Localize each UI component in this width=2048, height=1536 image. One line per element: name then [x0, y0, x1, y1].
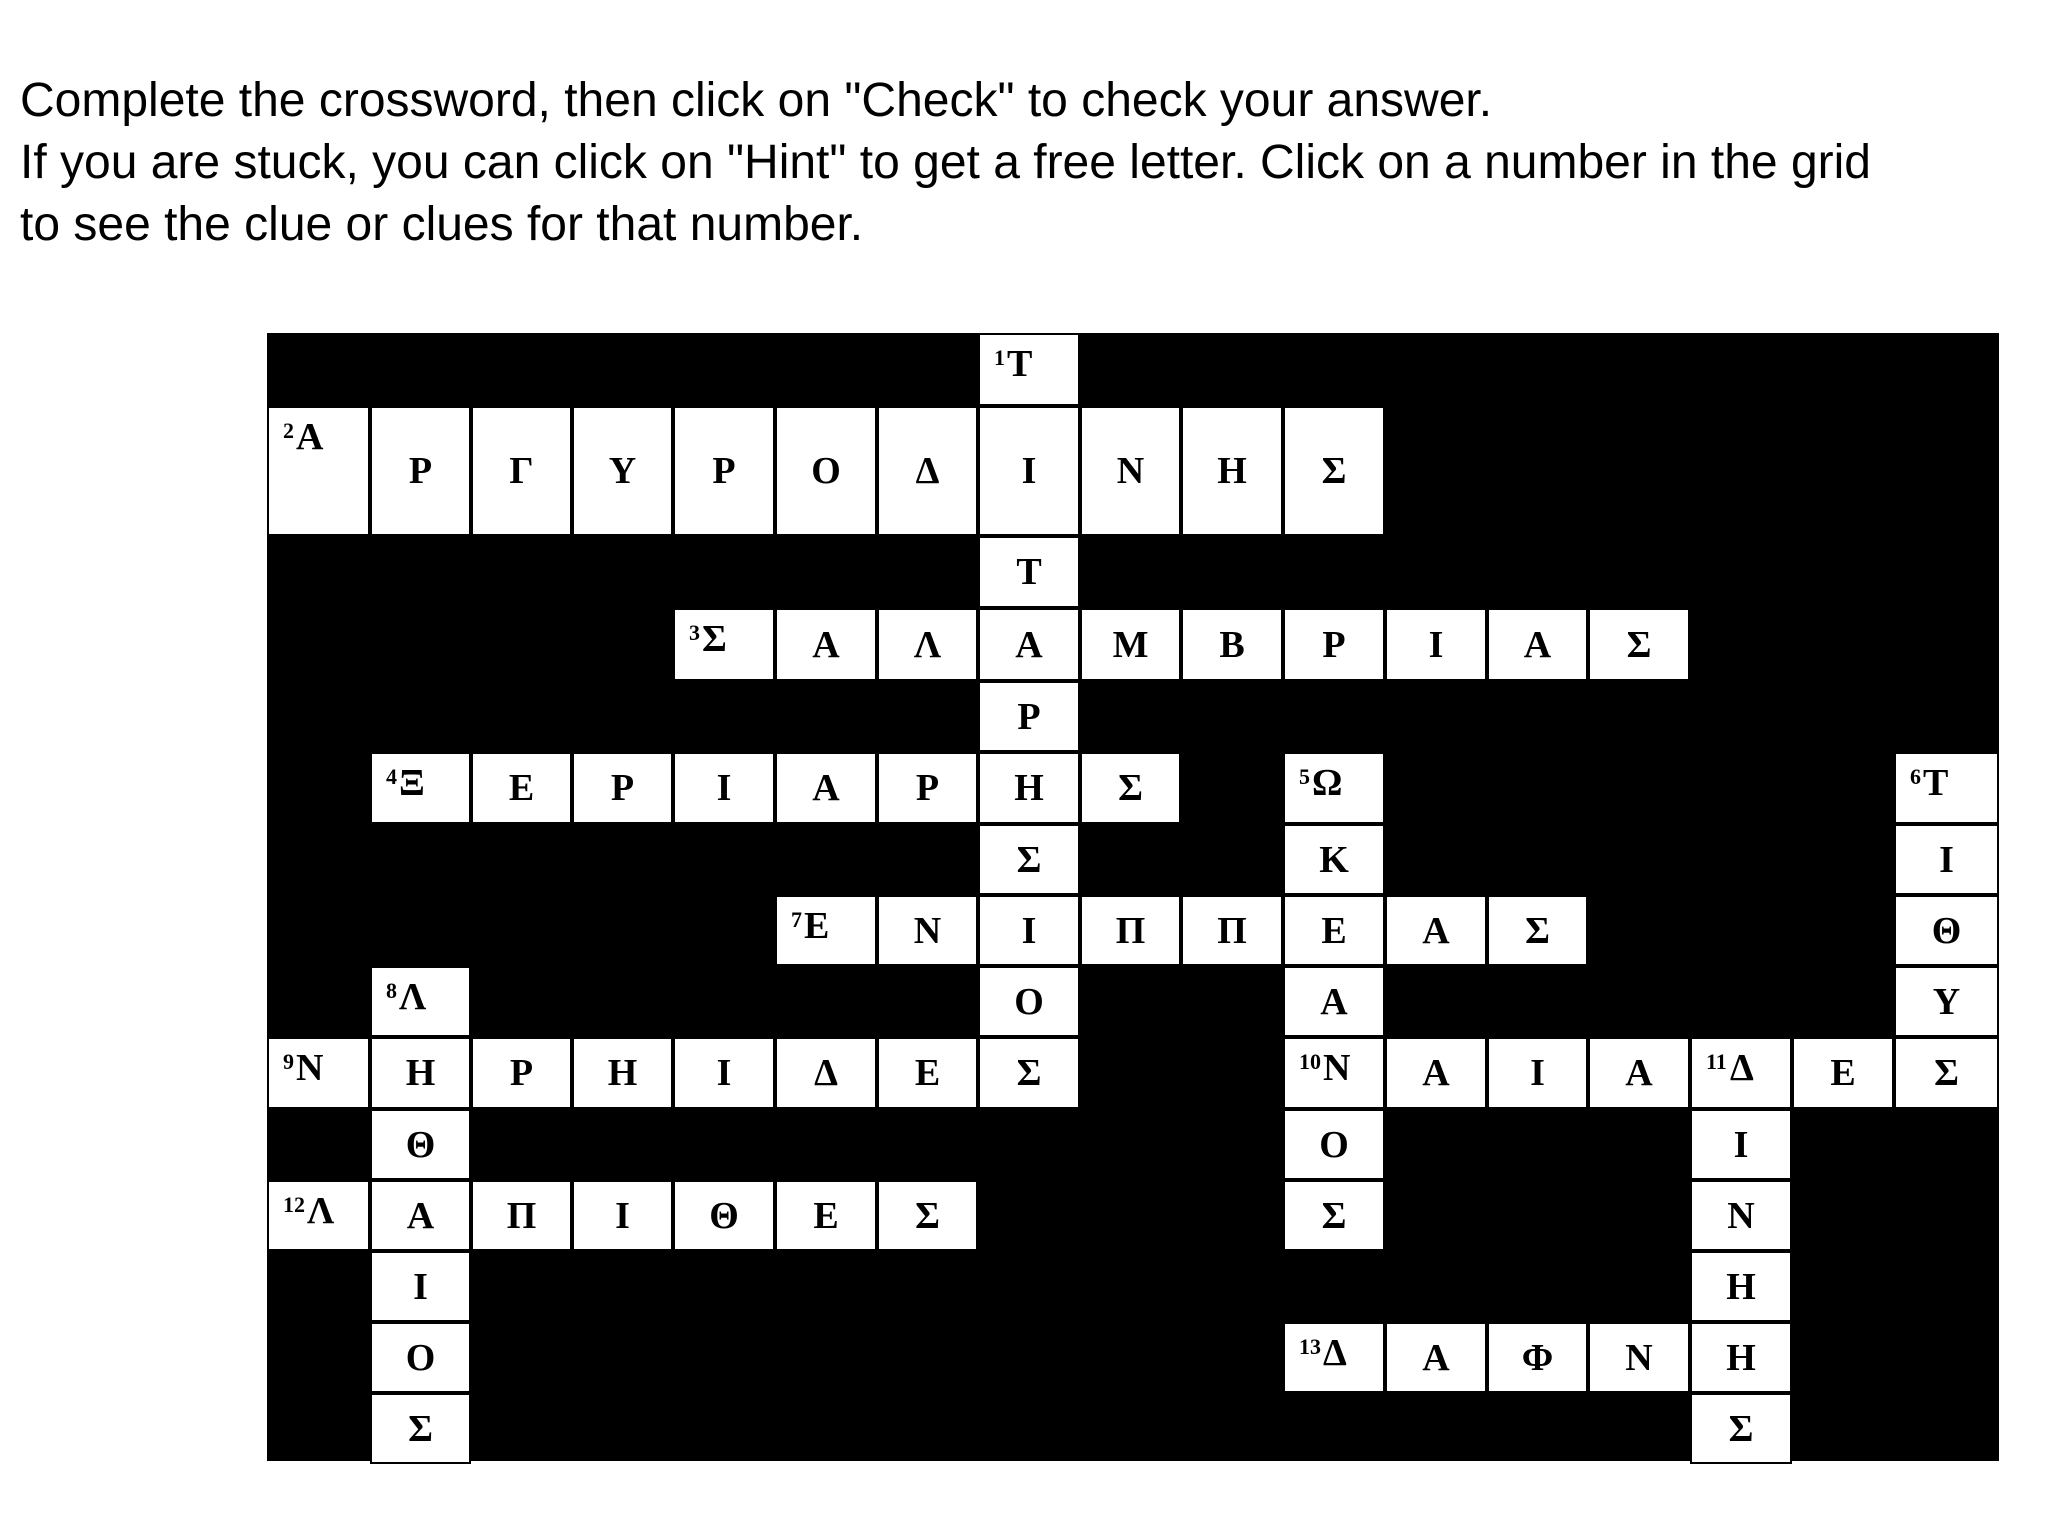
crossword-cell[interactable]	[471, 1037, 572, 1109]
cell-letter: Ι	[1530, 1052, 1545, 1094]
cell-letter: Η	[1014, 767, 1044, 809]
cell-letter: Ι	[716, 1052, 732, 1094]
crossword-cell[interactable]	[673, 1180, 775, 1251]
cell-letter: Ν	[1727, 1194, 1755, 1237]
crossword-grid	[267, 333, 1999, 1461]
crossword-cell[interactable]	[1080, 608, 1181, 681]
clue-number[interactable]: 7	[791, 907, 802, 932]
clue-number[interactable]: 3	[689, 620, 700, 645]
clue-number[interactable]: 11	[1706, 1049, 1727, 1074]
cell-letter: Ο	[1319, 1123, 1349, 1166]
crossword-cell[interactable]	[775, 752, 877, 824]
cell-letter: Σ	[1016, 1052, 1042, 1094]
crossword-cell[interactable]	[1690, 1393, 1792, 1464]
crossword-cell[interactable]	[877, 895, 978, 966]
crossword-cell[interactable]	[978, 608, 1080, 681]
cell-letter: Λ	[307, 1190, 335, 1232]
crossword-cell[interactable]	[1894, 824, 1999, 895]
cell-letter: Σ	[408, 1407, 433, 1450]
cell-letter: Ε	[1321, 909, 1347, 952]
crossword-cell[interactable]	[471, 406, 572, 536]
cell-letter: Α	[812, 767, 840, 809]
cell-letter: Σ	[915, 1194, 940, 1237]
cell-letter: Ι	[1428, 623, 1444, 666]
crossword-cell[interactable]	[1283, 1037, 1385, 1109]
clue-number[interactable]: 9	[283, 1049, 294, 1074]
crossword-cell[interactable]	[1894, 1037, 1999, 1109]
cell-letter: Ι	[716, 767, 732, 809]
crossword-cell[interactable]	[1080, 406, 1181, 536]
crossword-cell[interactable]	[1588, 608, 1690, 681]
cell-letter: Λ	[399, 976, 427, 1018]
cell-letter: Η	[1217, 450, 1247, 492]
cell-letter: Ι	[1939, 838, 1954, 881]
crossword-cell[interactable]	[1080, 895, 1181, 966]
clue-number[interactable]: 1	[994, 345, 1005, 370]
crossword-cell[interactable]	[1588, 1322, 1690, 1393]
cell-letter: Η	[607, 1052, 638, 1094]
crossword-cell[interactable]	[877, 752, 978, 824]
clue-number[interactable]: 10	[1299, 1049, 1321, 1074]
cell-letter: Η	[1726, 1336, 1756, 1379]
crossword-cell[interactable]	[775, 406, 877, 536]
cell-letter: Α	[296, 416, 324, 458]
cell-letter: Γ	[509, 450, 534, 492]
cell-letter: Δ	[1730, 1047, 1754, 1089]
crossword-cell[interactable]	[1487, 608, 1588, 681]
cell-letter: Ρ	[1322, 623, 1346, 666]
crossword-cell[interactable]	[572, 1037, 673, 1109]
cell-letter: Σ	[1934, 1052, 1959, 1094]
crossword-cell[interactable]	[1690, 1037, 1792, 1109]
crossword-cell[interactable]	[1283, 1180, 1385, 1251]
crossword-cell[interactable]	[370, 966, 471, 1037]
crossword-cell[interactable]	[978, 536, 1080, 608]
crossword-cell[interactable]	[978, 681, 1080, 752]
cell-letter: Π	[506, 1194, 537, 1237]
cell-letter: Α	[406, 1194, 435, 1237]
crossword-cell[interactable]	[1690, 1251, 1792, 1322]
cell-letter: Σ	[1626, 623, 1652, 666]
crossword-cell[interactable]	[775, 1180, 877, 1251]
cell-letter: Υ	[608, 450, 637, 492]
clue-number[interactable]: 5	[1299, 764, 1310, 789]
crossword-cell[interactable]	[978, 752, 1080, 824]
crossword-cell[interactable]	[1283, 966, 1385, 1037]
crossword-cell[interactable]	[1894, 966, 1999, 1037]
cell-letter: Α	[1422, 1336, 1450, 1379]
crossword-cell[interactable]	[978, 895, 1080, 966]
crossword-cell[interactable]	[1283, 752, 1385, 824]
crossword-cell[interactable]	[572, 752, 673, 824]
crossword-cell[interactable]	[1588, 1037, 1690, 1109]
cell-letter: Θ	[405, 1123, 436, 1166]
instructions-line-2: If you are stuck, you can click on "Hint" to get a free letter. Click on a number in the grid	[20, 136, 1871, 189]
cell-letter: Δ	[814, 1052, 838, 1094]
crossword-cell[interactable]	[1283, 824, 1385, 895]
cell-letter: Σ	[1525, 909, 1550, 952]
cell-letter: Σ	[1016, 838, 1042, 881]
crossword-cell[interactable]	[572, 1180, 673, 1251]
cell-letter: Ω	[1312, 762, 1343, 804]
cell-letter: Ο	[405, 1336, 436, 1379]
cell-letter: Π	[1217, 909, 1247, 952]
cell-letter: Τ	[1923, 762, 1949, 804]
cell-letter: Ε	[1830, 1052, 1856, 1094]
crossword-cell[interactable]	[1894, 752, 1999, 824]
crossword-cell[interactable]	[673, 752, 775, 824]
crossword-cell[interactable]	[978, 406, 1080, 536]
crossword-cell[interactable]	[1181, 406, 1283, 536]
crossword-cell[interactable]	[673, 608, 775, 681]
cell-letter: Θ	[1931, 909, 1962, 952]
cell-letter: Ο	[811, 450, 841, 492]
cell-letter: Ρ	[915, 767, 940, 809]
clue-number[interactable]: 2	[283, 418, 294, 443]
crossword-cell[interactable]	[673, 406, 775, 536]
crossword-cell[interactable]	[1181, 895, 1283, 966]
cell-letter: Τ	[1016, 551, 1042, 593]
crossword-cell[interactable]	[370, 1180, 471, 1251]
crossword-cell[interactable]	[877, 1037, 978, 1109]
cell-letter: Α	[1422, 909, 1450, 952]
crossword-cell[interactable]	[471, 752, 572, 824]
crossword-cell[interactable]	[775, 1037, 877, 1109]
crossword-cell[interactable]	[978, 333, 1080, 406]
cell-letter: Μ	[1112, 623, 1149, 666]
crossword-cell[interactable]	[1487, 1037, 1588, 1109]
crossword-cell[interactable]	[1283, 406, 1385, 536]
crossword-cell[interactable]	[978, 824, 1080, 895]
cell-letter: Σ	[1118, 767, 1143, 809]
cell-letter: Ε	[813, 1194, 839, 1237]
cell-letter: Β	[1219, 623, 1245, 666]
cell-letter: Υ	[1932, 980, 1961, 1023]
cell-letter: Ι	[1733, 1123, 1749, 1166]
clue-number[interactable]: 6	[1910, 764, 1921, 789]
instructions-line-3: to see the clue or clues for that number.	[20, 198, 864, 251]
cell-letter: Α	[1523, 623, 1552, 666]
crossword-cell[interactable]	[1690, 1322, 1792, 1393]
crossword-cell[interactable]	[1487, 895, 1588, 966]
crossword-cell[interactable]	[370, 1251, 471, 1322]
clue-number[interactable]: 8	[386, 978, 397, 1003]
crossword-cell[interactable]	[267, 1037, 370, 1109]
crossword-cell[interactable]	[1690, 1180, 1792, 1251]
crossword-cell[interactable]	[370, 1393, 471, 1464]
crossword-cell[interactable]	[1792, 1037, 1894, 1109]
crossword-cell[interactable]	[370, 752, 471, 824]
cell-letter: Ν	[913, 909, 942, 952]
cell-letter: Θ	[709, 1194, 739, 1237]
cell-letter: Σ	[702, 618, 727, 660]
crossword-cell[interactable]	[370, 1109, 471, 1180]
cell-letter: Ε	[508, 767, 535, 809]
crossword-cell[interactable]	[267, 1180, 370, 1251]
cell-letter: Ν	[1625, 1336, 1653, 1379]
cell-letter: Ν	[1323, 1047, 1351, 1089]
crossword-cell[interactable]	[471, 1180, 572, 1251]
cell-letter: Ρ	[1017, 695, 1041, 738]
cell-letter: Ε	[804, 905, 830, 947]
cell-letter: Ρ	[712, 450, 736, 492]
crossword-cell[interactable]	[1283, 608, 1385, 681]
crossword-cell[interactable]	[1283, 1109, 1385, 1180]
cell-letter: Λ	[913, 623, 942, 666]
crossword-cell[interactable]	[370, 406, 471, 536]
cell-letter: Η	[405, 1052, 436, 1094]
cell-letter: Ι	[1021, 909, 1037, 952]
cell-letter: Ρ	[509, 1052, 534, 1094]
cell-letter: Η	[1726, 1265, 1756, 1308]
crossword-cell[interactable]	[978, 1037, 1080, 1109]
cell-letter: Ε	[914, 1052, 941, 1094]
cell-letter: Α	[812, 623, 840, 666]
cell-letter: Δ	[915, 450, 940, 492]
cell-letter: Ξ	[399, 762, 425, 804]
cell-letter: Α	[1320, 980, 1348, 1023]
clue-number[interactable]: 13	[1299, 1334, 1321, 1359]
crossword-cell[interactable]	[978, 966, 1080, 1037]
crossword-cell[interactable]	[370, 1322, 471, 1393]
cell-letter: Ι	[615, 1194, 630, 1237]
crossword-cell[interactable]	[1181, 608, 1283, 681]
cell-letter: Ο	[1014, 980, 1044, 1023]
instructions-line-1: Complete the crossword, then click on "Check" to check your answer.	[20, 74, 1493, 127]
cell-letter: Ρ	[408, 450, 433, 492]
cell-letter: Σ	[1321, 450, 1347, 492]
cell-letter: Σ	[1728, 1407, 1754, 1450]
cell-letter: Ν	[296, 1047, 324, 1089]
cell-letter: Ι	[1021, 450, 1037, 492]
crossword-cell[interactable]	[775, 608, 877, 681]
crossword-cell[interactable]	[775, 895, 877, 966]
crossword-cell[interactable]	[1894, 895, 1999, 966]
crossword-cell[interactable]	[1385, 1322, 1487, 1393]
crossword-cell[interactable]	[1690, 1109, 1792, 1180]
crossword-cell[interactable]	[572, 406, 673, 536]
cell-letter: Α	[1422, 1052, 1450, 1094]
cell-letter: Α	[1625, 1052, 1653, 1094]
crossword-cell[interactable]	[1487, 1322, 1588, 1393]
clue-number[interactable]: 4	[386, 764, 397, 789]
cell-letter: Ν	[1116, 450, 1145, 492]
crossword-cell[interactable]	[267, 406, 370, 536]
cell-letter: Δ	[1323, 1332, 1347, 1374]
crossword-cell[interactable]	[877, 608, 978, 681]
cell-letter: Σ	[1321, 1194, 1347, 1237]
crossword-cell[interactable]	[1385, 895, 1487, 966]
cell-letter: Ρ	[610, 767, 635, 809]
cell-letter: Ι	[413, 1265, 428, 1308]
crossword-cell[interactable]	[1283, 895, 1385, 966]
clue-number[interactable]: 12	[283, 1192, 305, 1217]
crossword-cell[interactable]	[1385, 1037, 1487, 1109]
crossword-cell[interactable]	[1080, 752, 1181, 824]
crossword-cell[interactable]	[1283, 1322, 1385, 1393]
cell-letter: Τ	[1007, 343, 1033, 385]
cell-letter: Α	[1015, 623, 1043, 666]
crossword-cell[interactable]	[673, 1037, 775, 1109]
instructions	[20, 70, 2030, 256]
cell-letter: Φ	[1521, 1336, 1554, 1379]
crossword-cell[interactable]	[877, 1180, 978, 1251]
crossword-cell[interactable]	[877, 406, 978, 536]
cell-letter: Π	[1115, 909, 1146, 952]
cell-letter: Κ	[1319, 838, 1349, 881]
crossword-cell[interactable]	[370, 1037, 471, 1109]
crossword-cell[interactable]	[1385, 608, 1487, 681]
